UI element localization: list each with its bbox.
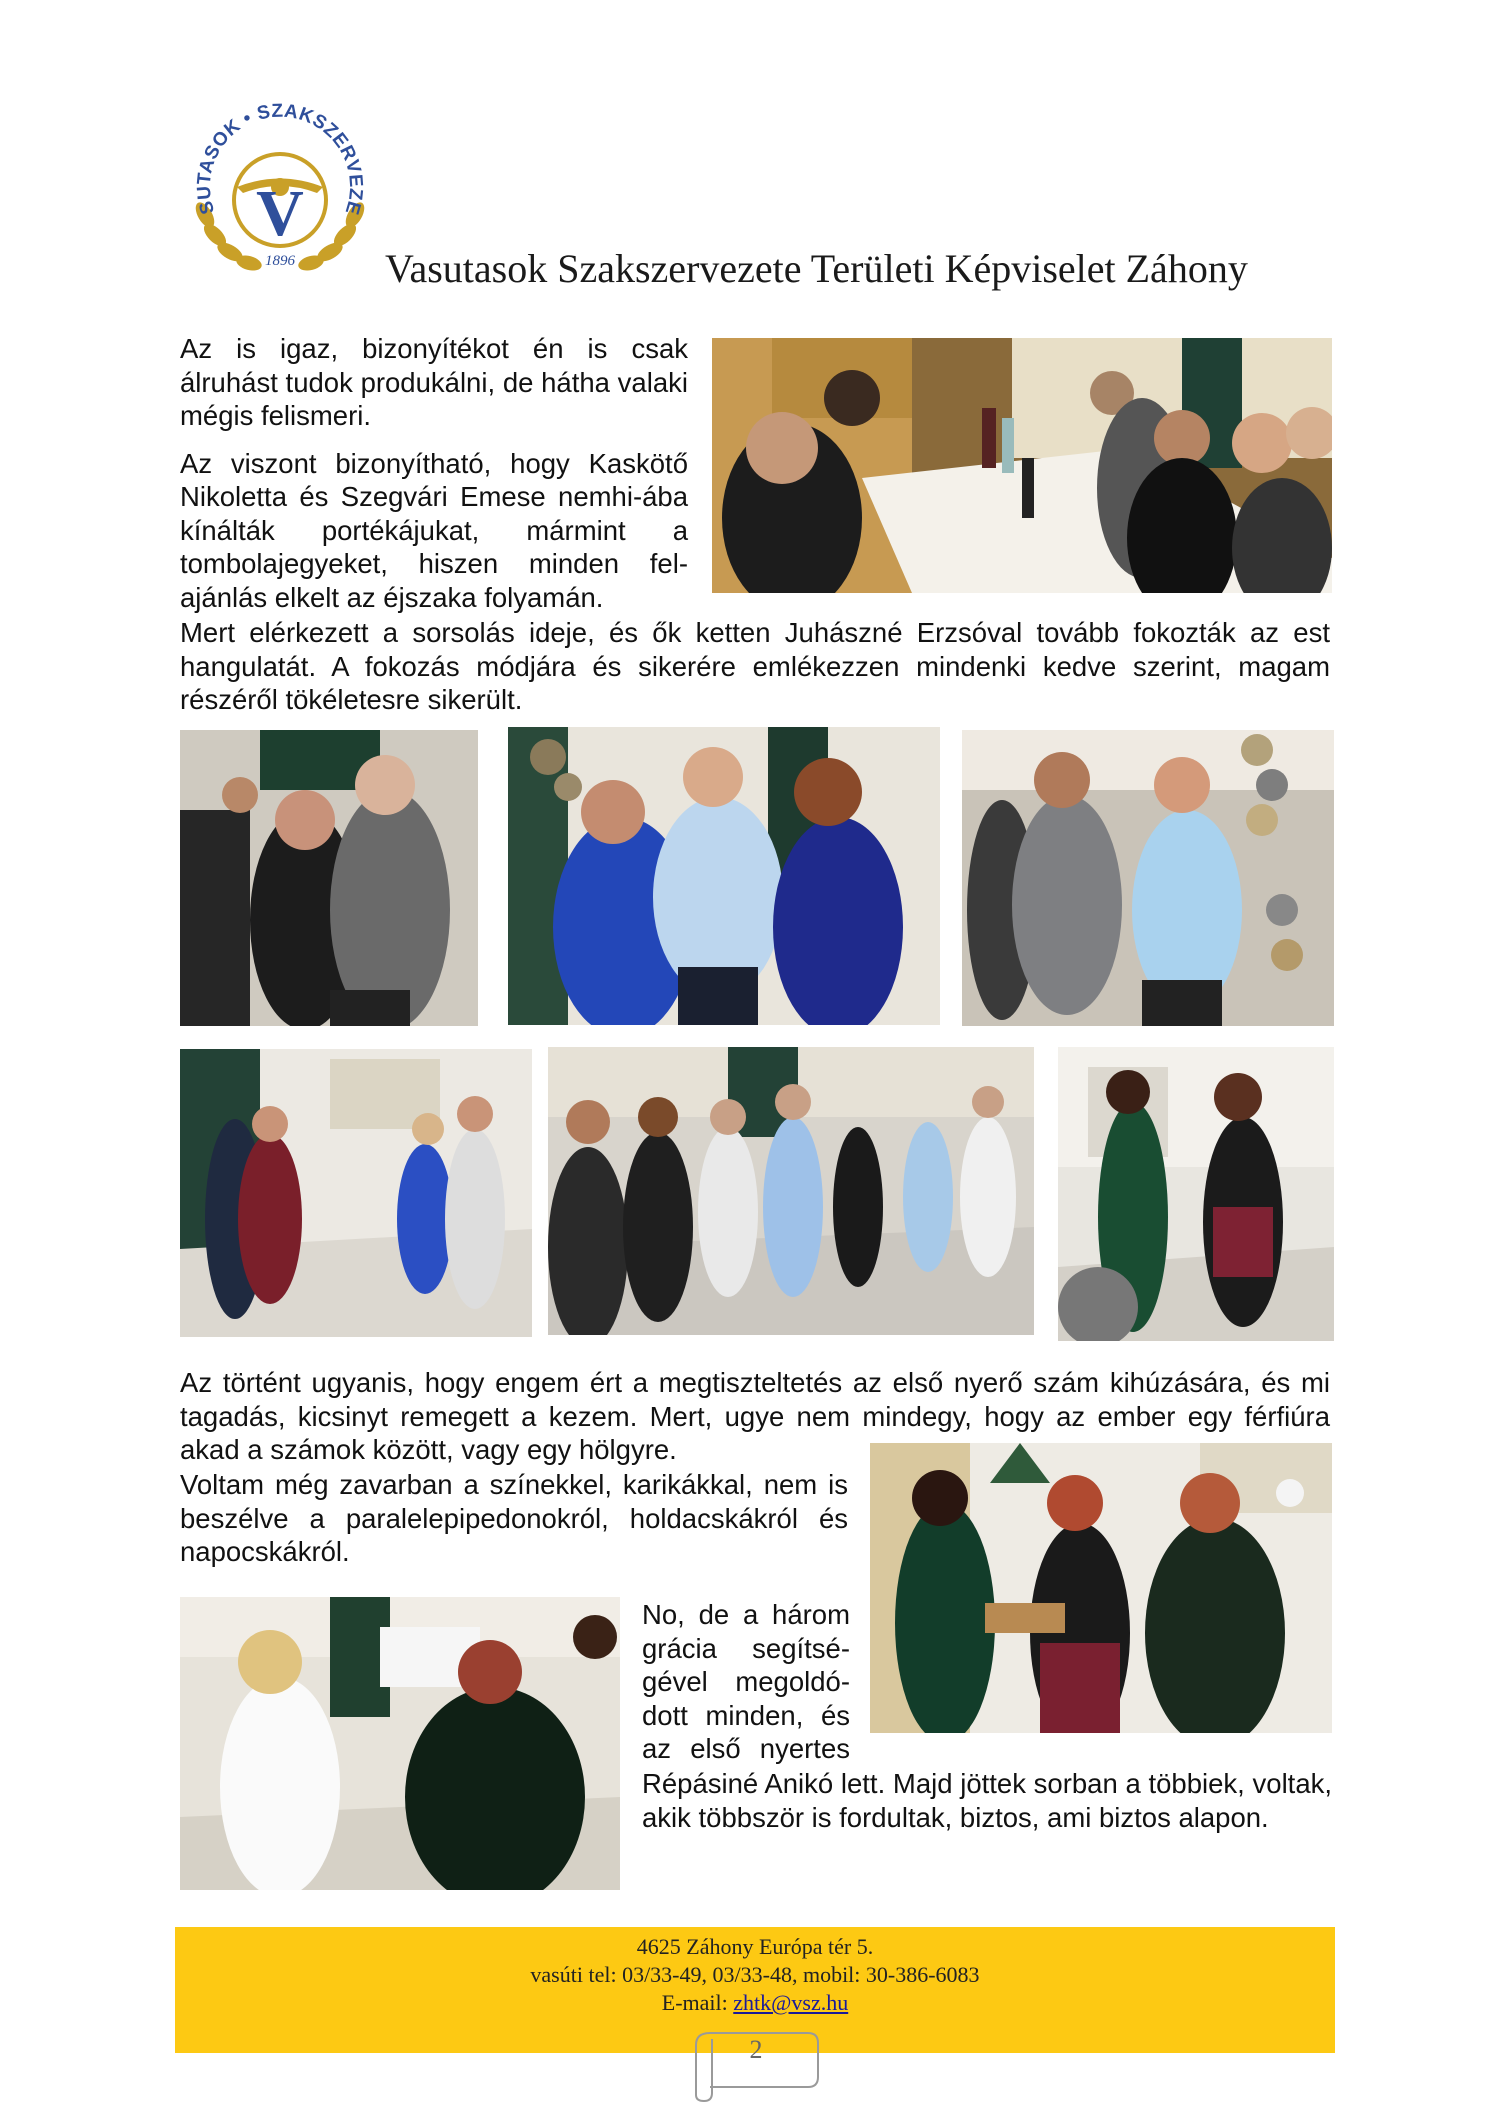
paragraph-2-full: Mert elérkezett a sorsolás ideje, és ők ketten Juhászné Erzsóval tovább fokozták az est hangulatát. A fokozás módjára és sikerére emlékezzen mindenki kedve szerint, magam részéről tökéletesre sikerült. <box>180 617 1330 715</box>
footer-address: 4625 Záhony Európa tér 5. <box>636 1934 874 1959</box>
footer-phones: vasúti tel: 03/33-49, 03/33-48, mobil: 30-386-6083 <box>530 1962 980 1987</box>
paragraph-4-full: Répásiné Anikó lett. Majd jöttek sorban a többiek, voltak, akik többször is fordultak, biztos, ami biztos alapon. <box>642 1768 1332 1833</box>
photo-three-graces <box>870 1443 1332 1733</box>
photo-couple-dancing <box>180 730 478 1026</box>
photo-crowd-dancing <box>548 1047 1034 1335</box>
paragraph-3-side: Voltam még zavarban a színekkel, karikákkal, nem is beszélve a paralelepipedonokról, holdacskákról és napocskákról. <box>180 1469 848 1567</box>
union-logo <box>185 95 375 280</box>
footer-email-label: E-mail: <box>661 1990 734 2015</box>
footer-email-link[interactable]: zhtk@vsz.hu <box>733 1990 849 2015</box>
page-number: 2 <box>749 2035 763 2064</box>
photo-trio-dancing <box>508 727 940 1025</box>
logo-year: 1896 <box>265 253 295 269</box>
photo-two-women-dancing <box>1058 1047 1334 1341</box>
footer-email-line <box>175 1989 1335 2017</box>
photo-guests-at-table <box>712 338 1332 593</box>
photo-dance-hall-couples <box>180 1049 532 1337</box>
page-title: Vasutasok Szakszervezete Területi Képviselet Záhony <box>385 246 1248 291</box>
paragraph-2-side: Az viszont bizonyítható, hogy Kaskötő Nikoletta és Szegvári Emese nemhi-ába kínálták portékájukat, mármint a tombolajegyeket, hiszen minden fel-ajánlás elkelt az éjszaka folyamán. <box>180 447 688 613</box>
text-column-top <box>180 332 688 614</box>
paragraph-4-side: No, de a három grácia segítsé-gével megoldó-dott minden, és az első nyertes <box>642 1599 850 1764</box>
paragraph-3-full: Az történt ugyanis, hogy engem ért a megtiszteltetés az első nyerő szám kihúzására, és mi tagadás, kicsinyt remegett a kezem. Mert, ugye nem mindegy, hogy az ember egy férfiúra akad a számok között, vagy egy hölgyre. <box>180 1367 1330 1465</box>
photo-pair-dancing-balloons <box>962 730 1334 1026</box>
paragraph-1: Az is igaz, bizonyítékot én is csak álruhást tudok produkálni, de hátha valaki mégis felismeri. <box>180 333 688 431</box>
logo-arc-text: SUTASOK • SZAKSZERVEZE <box>193 100 367 218</box>
logo-letter: V <box>256 177 304 250</box>
photo-draw-winner <box>180 1597 620 1890</box>
